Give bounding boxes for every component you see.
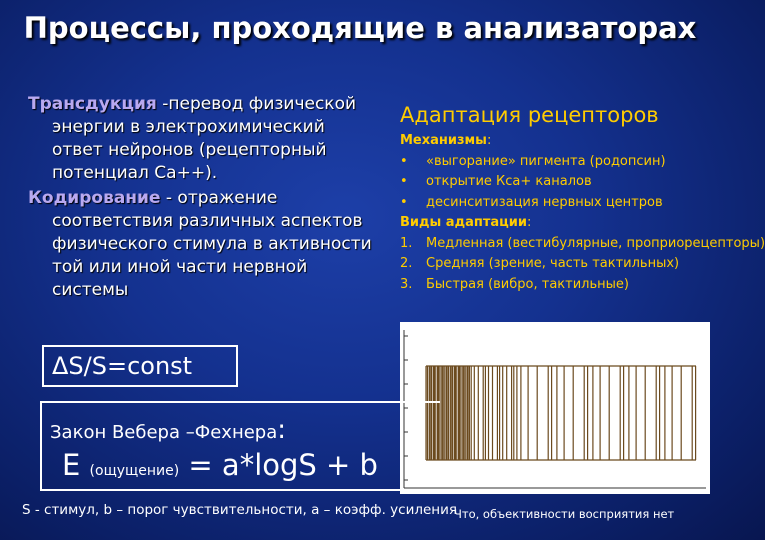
coding-text: - отражение соответствия различных аспектов физического стимула в активности той или иной части нервной системы	[52, 188, 372, 300]
right-column	[400, 101, 765, 295]
coding-term: Кодирование	[28, 188, 161, 208]
law-formula: E (ощущение) = a*logS + b	[62, 448, 378, 482]
left-column	[28, 93, 373, 304]
adaptation-types-label: Виды адаптации:	[400, 215, 532, 230]
transduction-term: Трансдукция	[28, 94, 157, 114]
adaptation-types-list	[400, 234, 765, 296]
mechanism-item: • десинситизация нервных центров	[400, 193, 730, 214]
adaptation-type-item: 1. Медленная (вестибулярные, проприорецепторы)	[400, 235, 765, 251]
footnote-legend: S - стимул, b – порог чувствительности, a – коэфф. усиления	[22, 502, 458, 518]
footnote-conclusion: Что, объективности восприятия нет	[454, 507, 675, 521]
bullet-icon: •	[400, 194, 408, 210]
mechanism-item: • «выгорание» пигмента (родопсин)	[400, 152, 730, 173]
bullet-icon: •	[400, 153, 408, 169]
law-title: Закон Вебера –Фехнера:	[50, 415, 287, 445]
bullet-icon: •	[400, 174, 408, 189]
mechanism-item: • открытие Кса+ каналов	[400, 172, 730, 193]
transduction-paragraph	[28, 93, 373, 185]
slide-title: Процессы, проходящие в анализаторах	[23, 11, 697, 45]
mechanisms-label: Механизмы:	[400, 133, 492, 148]
transduction-text: -перевод физической энергии в электрохимический ответ нейронов (рецепторный потенциал Са++).	[52, 94, 357, 183]
mechanisms-list	[400, 152, 730, 214]
adaptation-type-item: 2. Средняя (зрение, часть тактильных)	[400, 256, 680, 271]
adaptation-heading: Адаптация рецепторов	[400, 103, 659, 127]
adaptation-type-item: 3. Быстрая (вибро, тактильные)	[400, 276, 629, 292]
weber-fechner-law-box	[40, 401, 440, 491]
coding-paragraph	[28, 187, 373, 302]
receptor-activity-graph	[400, 322, 710, 494]
spike-trace-image	[400, 322, 710, 494]
weber-ratio-formula: ΔS/S=const	[42, 345, 238, 387]
